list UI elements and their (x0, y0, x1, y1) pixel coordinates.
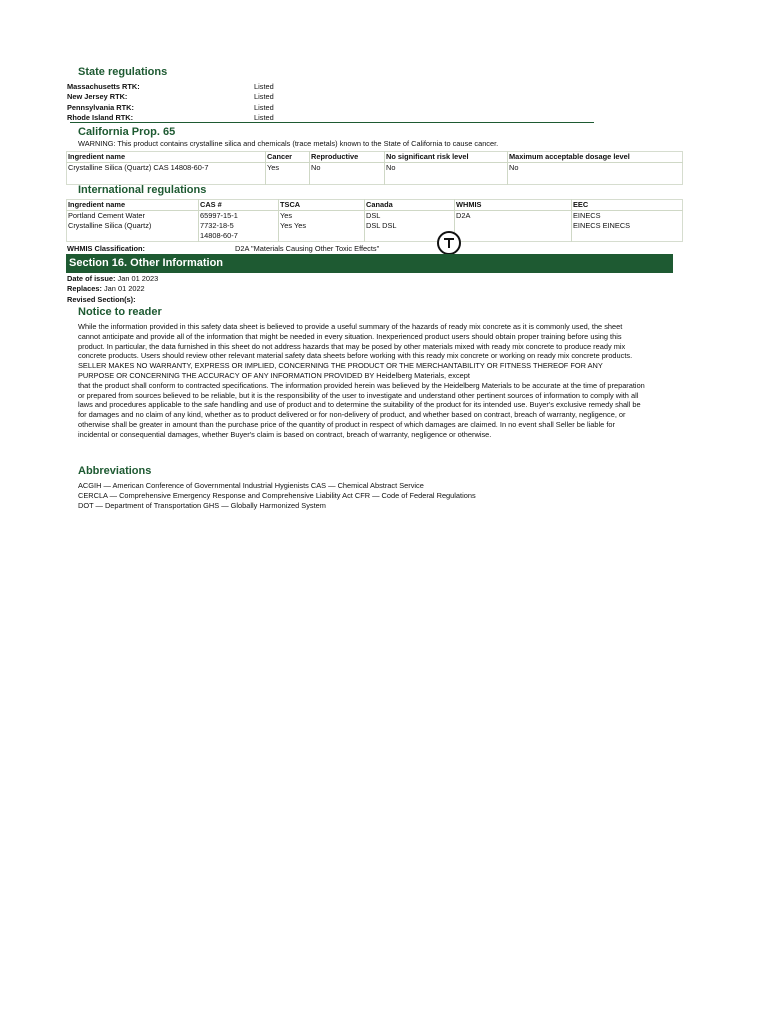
date-of-issue (67, 274, 158, 284)
notice-line: for damages and no claim of any kind, whether as to product delivered or for non-delivery of product, and whether based on contract, breach of warranty, negligence, or (78, 410, 626, 420)
table-cell: 7732-18-5 (199, 221, 279, 231)
table-cell: EINECS (572, 211, 683, 222)
table-cell (67, 231, 199, 242)
table-cell (279, 231, 365, 242)
notice-line: that the product shall conform to contracted specifications. The information provided herein was believed by the Heidelberg Materials to be accurate at the time of preparation (78, 380, 645, 390)
column-header: TSCA (279, 200, 365, 211)
international-heading: International regulations (78, 184, 207, 196)
table-cell: No (385, 163, 508, 185)
state-row (67, 113, 597, 122)
table-cell: 14808-60-7 (199, 231, 279, 242)
column-header: Maximum acceptable dosage level (508, 152, 683, 163)
state-row (67, 103, 597, 113)
table-cell: No (508, 163, 683, 185)
date-of-issue-value: Jan 01 2023 (117, 274, 159, 283)
abbreviation-line: DOT — Department of Transportation GHS — Globally Harmonized System (78, 501, 326, 510)
abbreviation-line: CERCLA — Comprehensive Emergency Response and Comprehensive Liability Act CFR — Code of Federal Regulations (78, 491, 476, 500)
prop65-table (66, 151, 683, 185)
circle-t-icon[interactable] (437, 231, 461, 255)
table-row (67, 211, 683, 222)
abbreviations-heading: Abbreviations (78, 465, 152, 477)
state-label: Pennsylvania RTK: (67, 103, 134, 112)
section-16-title: Section 16. Other Information (69, 257, 224, 269)
notice-line: otherwise shall be greater in amount than the purchase price of the quantity of product in respect of which damages are claimed. In no event shall Seller be liable for (78, 419, 615, 429)
state-value: Listed (254, 113, 274, 122)
table-cell: D2A (455, 211, 572, 222)
table-cell: Crystalline Silica (Quartz) CAS 14808-60-7 (68, 163, 209, 172)
notice-line: product. In particular, the data furnished in this sheet do not address hazards that may be posed by other materials mixed with ready mix concrete to produce ready mix (78, 341, 626, 351)
california-heading: California Prop. 65 (78, 126, 176, 138)
table-row (67, 231, 683, 242)
replaces (67, 284, 145, 294)
column-header: EEC (572, 200, 683, 211)
revised-sections-label: Revised Section(s): (67, 295, 136, 304)
notice-line: incidental or consequential damages, whether Buyer's claim is based on contract, breach of warranty, negligence or otherwise. (78, 429, 492, 439)
notice-line: laws and procedures applicable to the safe handling and use of product and to determine the suitability of the product for its intended use. Buyer's exclusive remedy shall be (78, 400, 641, 410)
table-header-row (67, 200, 683, 211)
column-header: Ingredient name (67, 152, 266, 163)
table-row (67, 163, 683, 185)
column-header: WHMIS (455, 200, 572, 211)
table-cell (455, 231, 572, 242)
notice-line: SELLER MAKES NO WARRANTY, EXPRESS OR IMPLIED, CONCERNING THE PRODUCT OR THE MERCHANTABILITY OR FITNESS THEREOF FOR ANY (78, 361, 603, 371)
column-header: Reproductive (310, 152, 385, 163)
column-header: Ingredient name (67, 200, 199, 211)
notice-body (78, 322, 704, 440)
column-header: CAS # (199, 200, 279, 211)
column-header: No significant risk level (385, 152, 508, 163)
table-cell (455, 221, 572, 231)
table-cell: Crystalline Silica (Quartz) (68, 221, 152, 230)
state-label: Massachusetts RTK: (67, 82, 140, 91)
table-cell: Yes (266, 163, 310, 185)
state-row (67, 82, 597, 92)
replaces-value: Jan 01 2022 (103, 284, 145, 293)
table-cell: Yes (279, 211, 365, 222)
column-header: Cancer (266, 152, 310, 163)
notice-line: concrete products. Users should review other relevant material safety data sheets before working with this ready mix concrete or working on ready mix concrete products. (78, 351, 633, 361)
table-cell: No (310, 163, 385, 185)
state-label: New Jersey RTK: (67, 92, 128, 101)
state-row (67, 92, 597, 102)
state-value: Listed (254, 103, 274, 112)
state-value: Listed (254, 92, 274, 101)
table-row (67, 221, 683, 231)
divider (70, 122, 594, 123)
date-of-issue-label: Date of issue: (67, 274, 116, 283)
state-regulations-heading: State regulations (78, 66, 168, 78)
table-cell (572, 231, 683, 242)
notice-line: PURPOSE OR CONCERNING THE ACCURACY OF ANY INFORMATION PROVIDED BY Heidelberg Materials, except (78, 370, 470, 380)
notice-line: or prepared from sources believed to be reliable, but it is the responsibility of the user to investigate and understand other pertinent sources of information to comply with all (78, 390, 639, 400)
whmis-value: D2A "Materials Causing Other Toxic Effects" (235, 244, 380, 253)
table-cell: DSL DSL (365, 221, 455, 231)
table-cell: EINECS EINECS (572, 221, 683, 231)
table-cell: 65997-15-1 (199, 211, 279, 222)
state-value: Listed (254, 82, 274, 91)
international-table (66, 199, 683, 242)
state-label: Rhode Island RTK: (67, 113, 134, 122)
table-cell: Portland Cement Water (68, 211, 145, 220)
section-16-bar (66, 254, 673, 273)
table-header-row (67, 152, 683, 163)
notice-heading: Notice to reader (78, 306, 162, 318)
whmis-label: WHMIS Classification: (67, 244, 146, 253)
california-warning: WARNING: This product contains crystalline silica and chemicals (trace metals) known to the State of California to cause cancer. (78, 139, 499, 148)
replaces-label: Replaces: (67, 284, 102, 293)
table-cell: DSL (365, 211, 455, 222)
notice-line: cannot anticipate and provide all of the information that might be needed in every situation. Inexperienced product users should obtain proper training before using this (78, 331, 622, 341)
abbreviation-line: ACGIH — American Conference of Governmental Industrial Hygienists CAS — Chemical Abstract Service (78, 481, 424, 490)
notice-line: While the information provided in this safety data sheet is believed to provide a useful summary of the hazards of ready mix concrete as it is commonly used, the sheet (78, 322, 623, 331)
column-header: Canada (365, 200, 455, 211)
table-cell: Yes Yes (279, 221, 365, 231)
